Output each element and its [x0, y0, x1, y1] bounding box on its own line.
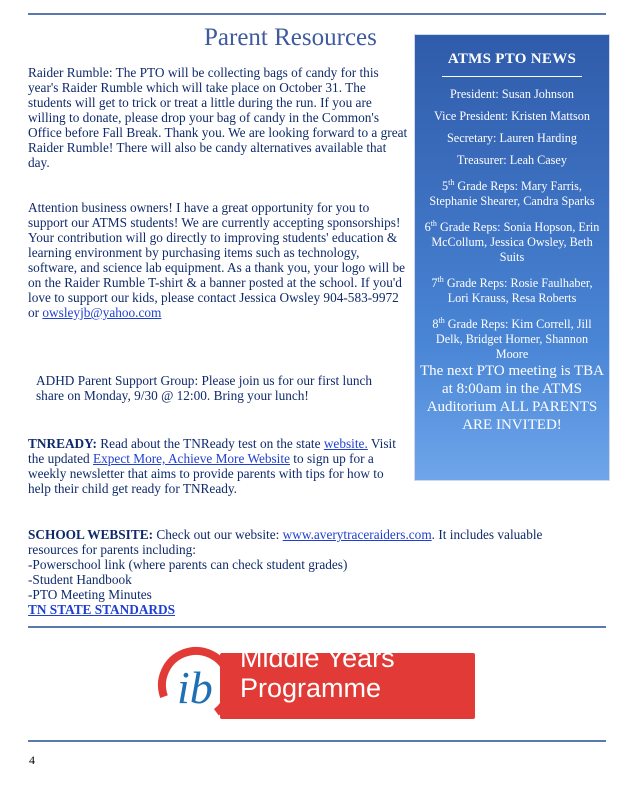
- logo-line2: Programme: [240, 673, 382, 703]
- grade8-text: Grade Reps: Kim Correll, Jill Delk, Bridget Horner, Shannon Moore: [435, 317, 592, 362]
- grade7-number: 7: [431, 276, 438, 291]
- grade6-reps: [421, 216, 603, 265]
- adhd-paragraph: ADHD Parent Support Group: Please join us for our first lunch share on Monday, 9/30 @ 12:00. Bring your lunch!: [36, 373, 373, 403]
- school-website-paragraph: [28, 527, 588, 617]
- school-website-text-1: Check out our website:: [153, 527, 283, 542]
- meeting-notice: The next PTO meeting is TBA at 8:00am in the ATMS Auditorium ALL PARENTS ARE INVITED!: [419, 363, 604, 433]
- email-link[interactable]: owsleyjb@yahoo.com: [42, 305, 162, 320]
- middle-divider: [28, 626, 606, 628]
- tnready-label: TNREADY:: [28, 436, 97, 451]
- sponsorship-text: Attention business owners! I have a great opportunity for you to support our ATMS students! We are currently accepting sponsorships! Your contribution will go directly to improving students' education & learning environment by purchasing items such as technology, software, and science lab equipment. As a thank you, your logo will be on the Raider Rumble T-shirt & a banner posted at the school. If you'd love to support our kids, please contact Jessica Owsley 904-583-9972 or: [28, 200, 406, 320]
- school-website-text-2: . It includes valuable resources for parents including:: [28, 527, 543, 557]
- grade6-sup: th: [430, 219, 437, 229]
- grade7-sup: th: [437, 275, 444, 285]
- grade5-sup: th: [448, 178, 455, 187]
- tnready-text-1: Read about the TNReady test on the state: [96, 436, 324, 451]
- state-website-link[interactable]: website.: [323, 436, 368, 451]
- grade6-number: 6: [424, 220, 431, 235]
- grade8-number: 8: [432, 317, 439, 332]
- raider-rumble-paragraph: Raider Rumble: The PTO will be collecting bags of candy for this year's Raider Rumble which will take place on October 31. The students will get to trick or treat a little during the run. If you are willing to donate, please drop your bag of candy in the Common's Office before Fall Break. Thank you. We are looking forward to a great Raider Rumble! There will also be candy alternatives available that day.: [28, 65, 408, 170]
- treasurer: Treasurer: Leah Casey: [457, 153, 567, 167]
- school-website-label: SCHOOL WEBSITE:: [28, 527, 154, 542]
- bottom-divider: [28, 740, 606, 742]
- vice-president: Vice President: Kristen Mattson: [434, 109, 590, 123]
- grade7-text: Grade Reps: Rosie Faulhaber, Lori Krauss, Resa Roberts: [443, 276, 593, 306]
- grade8-sup: th: [438, 316, 445, 326]
- grade5-text: Grade Reps: Mary Farris, Stephanie Shearer, Candra Sparks: [429, 179, 595, 209]
- top-divider: [28, 13, 606, 15]
- secretary: Secretary: Lauren Harding: [447, 131, 577, 145]
- grade7-reps: [421, 272, 603, 306]
- page-number: 4: [29, 753, 35, 767]
- grade5-number: 5: [442, 179, 449, 194]
- logo-line1: Middle Years: [240, 643, 395, 673]
- president: President: Susan Johnson: [450, 87, 574, 101]
- school-website-link[interactable]: www.averytraceraiders.com: [282, 527, 432, 542]
- tnready-text-3: to sign up for a weekly newsletter that aims to provide parents with tips for how to help their child get ready for TNReady.: [28, 451, 384, 496]
- resource-item: -Student Handbook: [28, 572, 132, 587]
- sidebar-divider: [442, 76, 582, 77]
- grade5-reps: [421, 175, 603, 209]
- sidebar-title: ATMS PTO NEWS: [447, 51, 577, 67]
- grade6-text: Grade Reps: Sonia Hopson, Erin McCollum, Jessica Owsley, Beth Suits: [431, 220, 600, 265]
- tnready-paragraph: [28, 436, 408, 496]
- resource-item: -PTO Meeting Minutes: [28, 587, 152, 602]
- ib-mark-text: ib: [177, 662, 213, 713]
- resource-item: -Powerschool link (where parents can check student grades): [28, 557, 348, 572]
- pto-news-sidebar: [414, 34, 610, 481]
- expect-more-link[interactable]: Expect More, Achieve More Website: [93, 451, 290, 466]
- tnready-text-2: Visit the updated: [28, 436, 396, 466]
- ib-logo: [150, 643, 480, 723]
- page-title: Parent Resources: [204, 24, 377, 51]
- tn-standards-link[interactable]: TN STATE STANDARDS: [28, 602, 176, 617]
- grade8-reps: [421, 313, 603, 362]
- sponsorship-paragraph: [28, 200, 408, 320]
